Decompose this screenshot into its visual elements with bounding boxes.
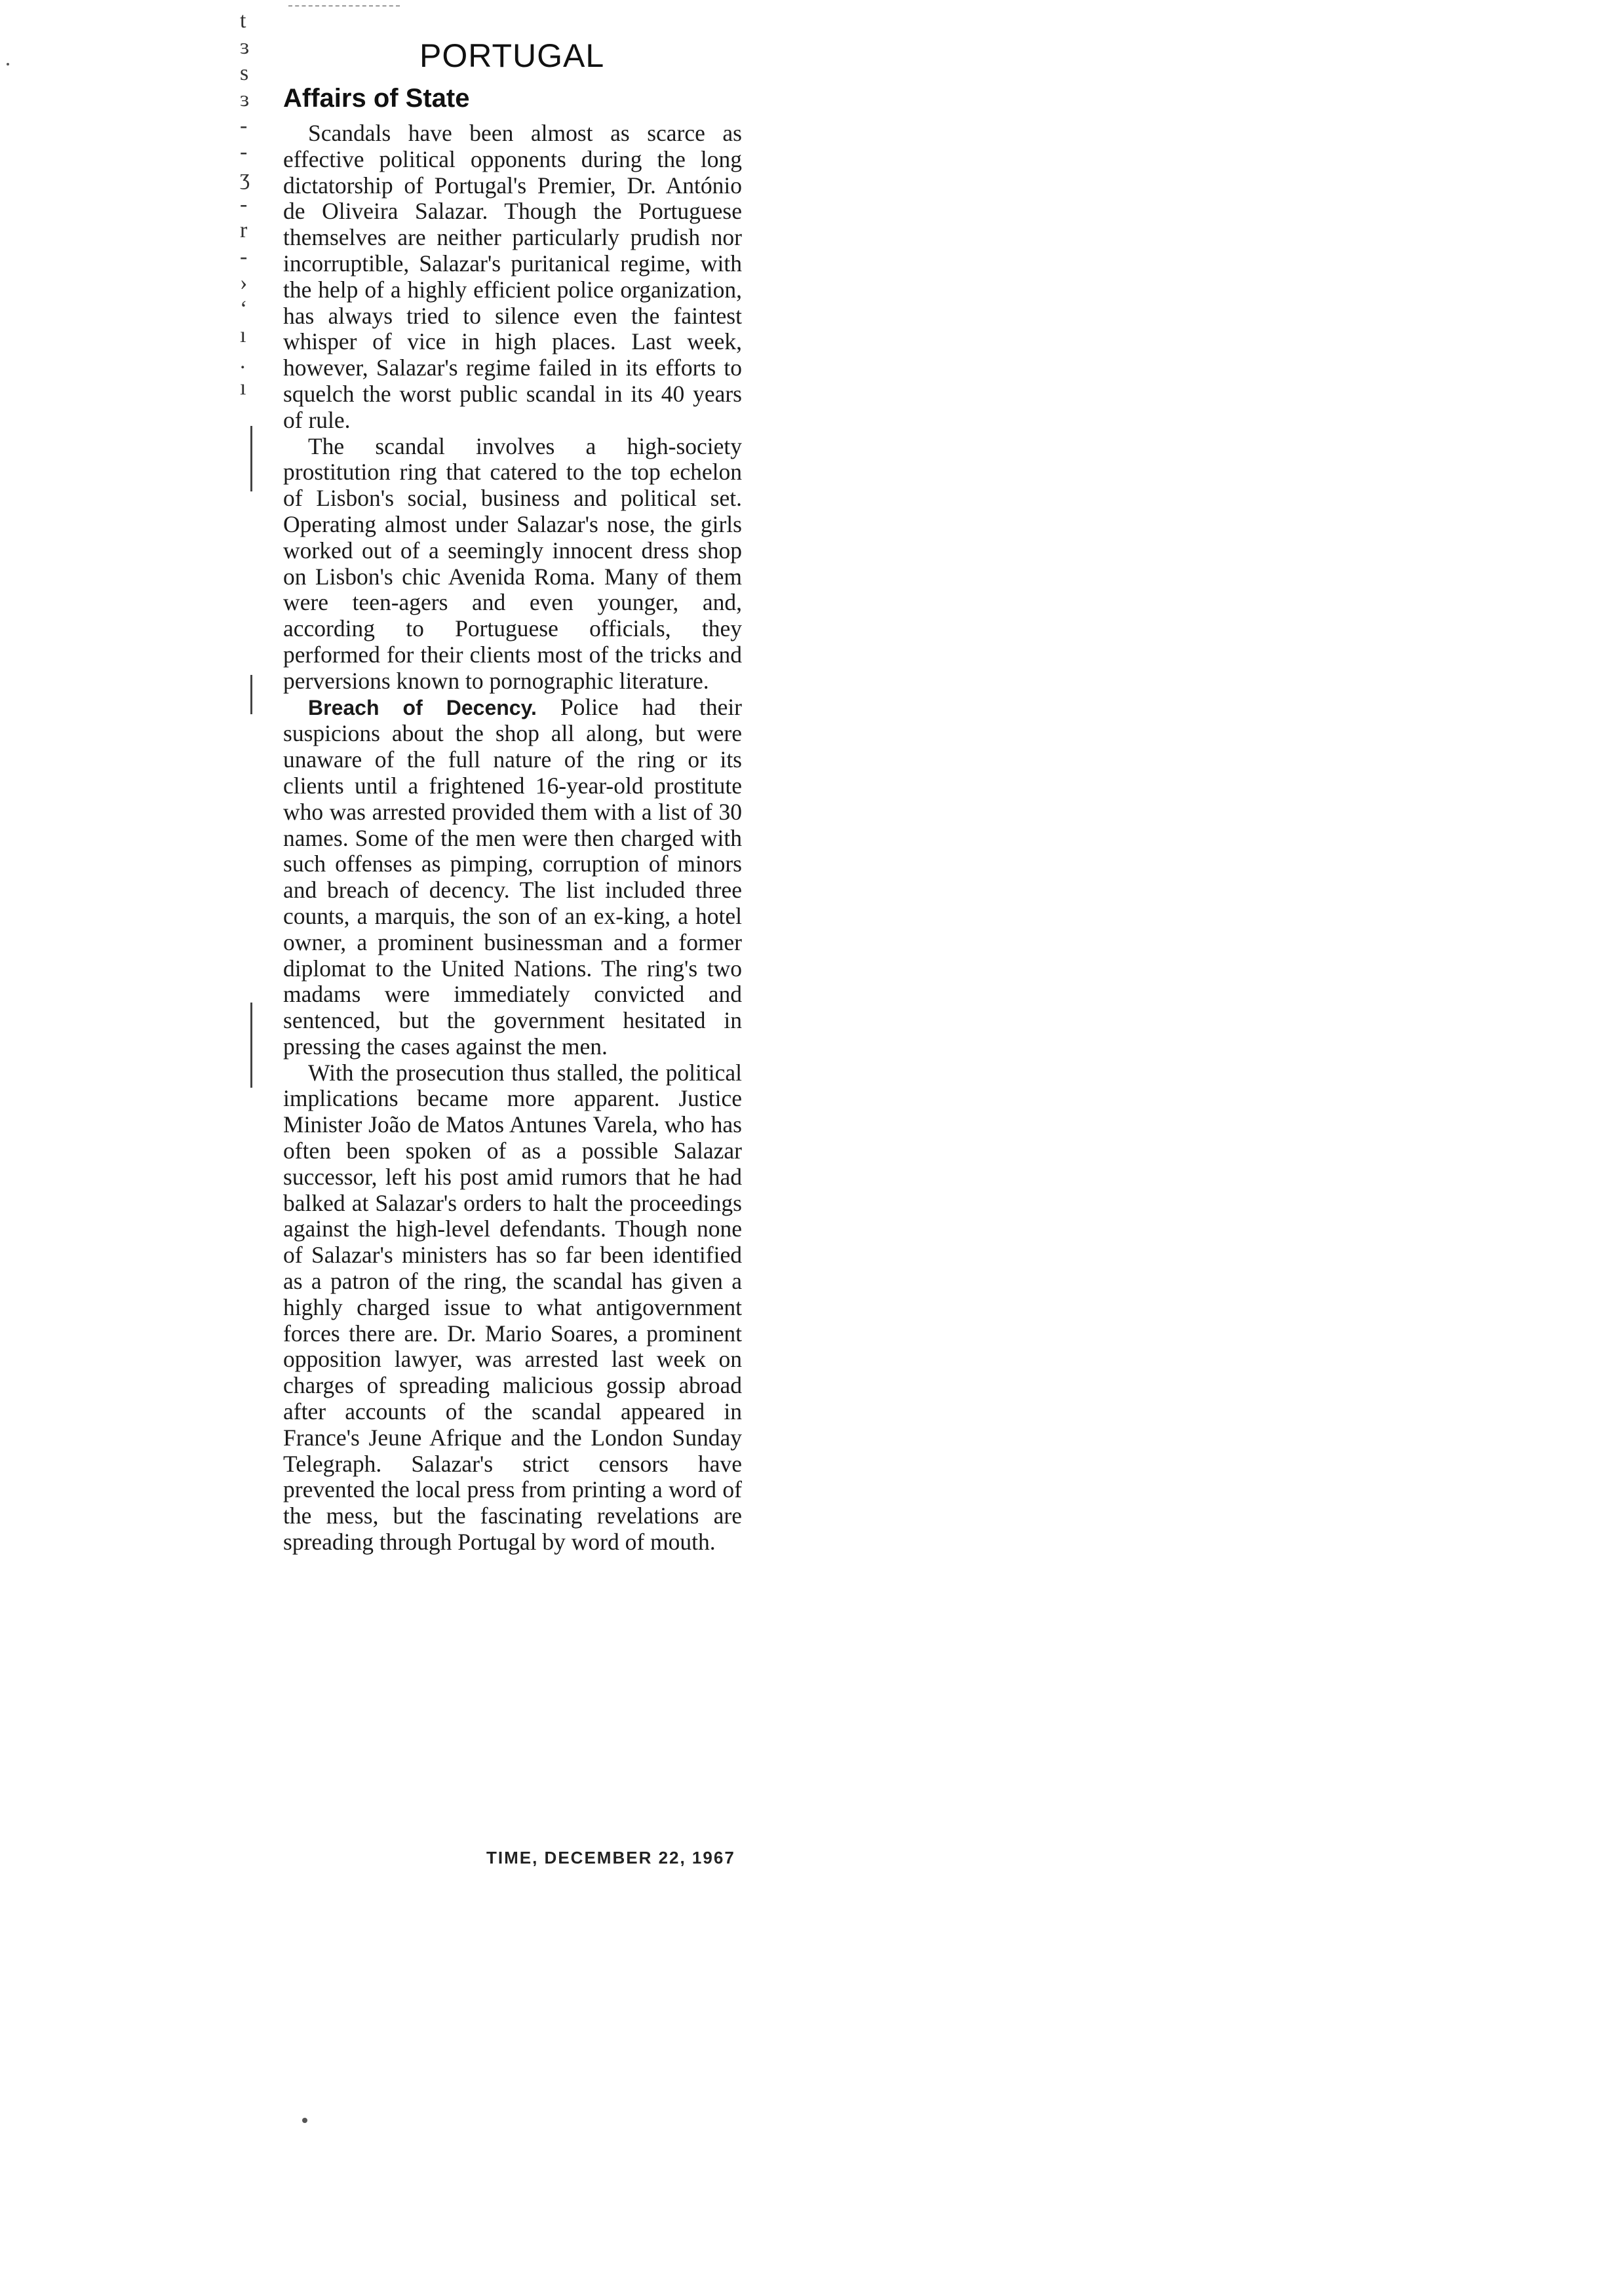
margin-fragment: ɜ [240,35,250,59]
margin-fragment: - [240,113,248,138]
publication-credit: TIME, DECEMBER 22, 1967 [486,1848,735,1867]
margin-rule [250,675,252,714]
margin-fragment: r [240,218,248,242]
article-headline: Affairs of State [283,84,470,113]
margin-fragment: ı [240,323,246,347]
margin-fragment: t [240,9,246,33]
article [283,33,742,1556]
scan-debris [288,5,400,9]
margin-fragment: › [240,271,248,295]
margin-fragment: - [240,192,248,216]
adjacent-column-fragments [240,8,266,401]
margin-fragment: - [240,140,248,164]
paragraph [283,121,742,434]
section-title: PORTUGAL [419,37,605,74]
margin-fragment: ı [240,375,246,400]
margin-rule [250,1003,252,1088]
scan-speck [7,63,9,66]
margin-rule [250,426,252,491]
margin-fragment: ɜ [240,87,250,111]
margin-fragment: - [240,244,248,269]
paragraph [283,1060,742,1556]
margin-fragment: s [240,61,249,85]
paragraph-text: Police had their suspicions about the shop all along, but were unaware of the full nature of the ring or its clients until a frightened 16-year-old prostitute who was arrested provided them with a list of 30 names. Some of the men were then charged with such offenses as pimping, corruption of minors and breach of decency. The list included three counts, a marquis, the son of an ex-king, a hotel owner, a prominent businessman and a former diplomat to the United Nations. The ring's two madams were immediately convicted and sentenced, but the government hesitated in pressing the cases against the men. [283,693,743,1060]
paragraph-text: The scandal involves a high-society prostitution ring that catered to the top echelon of Lisbon's social, business and political set. Operating almost under Salazar's nose, the girls worked out of a seemingly innocent dress shop on Lisbon's chic Avenida Roma. Many of them were teen-agers and even younger, and, according to Portuguese officials, they performed for their clients most of the tricks and perversions known to pornographic literature. [283,432,742,694]
margin-fragment: ʒ [240,166,250,190]
scan-speck [302,2118,307,2123]
margin-fragment: . [240,349,246,373]
paragraph-text: With the prosecution thus stalled, the political implications became more apparent. Justice Minister João de Matos Antunes Varela, who has often been spoken of as a possible Salazar successor, left his post amid rumors that he had balked at Salazar's orders to halt the proceedings against the high-level defendants. Though none of Salazar's ministers has so far been identified as a patron of the ring, the scandal has given a highly charged issue to what antigovernment forces there are. Dr. Mario Soares, a prominent opposition lawyer, was arrested last week on charges of spreading malicious gossip abroad after accounts of the scandal appeared in France's Jeune Afrique and the London Sunday Telegraph. Salazar's strict censors have prevented the local press from printing a word of the mess, but the fascinating revelations are spreading through Portugal by word of mouth. [283,1059,742,1556]
paragraph [283,434,742,695]
paragraph-text: Scandals have been almost as scarce as effective political opponents during the long dictatorship of Portugal's Premier, Dr. António de Oliveira Salazar. Though the Portuguese themselves are neither particularly prudish nor incorruptible, Salazar's puritanical regime, with the help of a highly efficient police organization, has always tried to silence even the faintest whisper of vice in high places. Last week, however, Salazar's regime failed in its efforts to squelch the worst public scandal in its 40 years of rule. [283,120,742,433]
article-body [283,121,742,1556]
margin-fragment: ʻ [240,297,248,321]
paragraph-subhead: Breach of Decency. [308,695,537,719]
paragraph [283,695,742,1060]
